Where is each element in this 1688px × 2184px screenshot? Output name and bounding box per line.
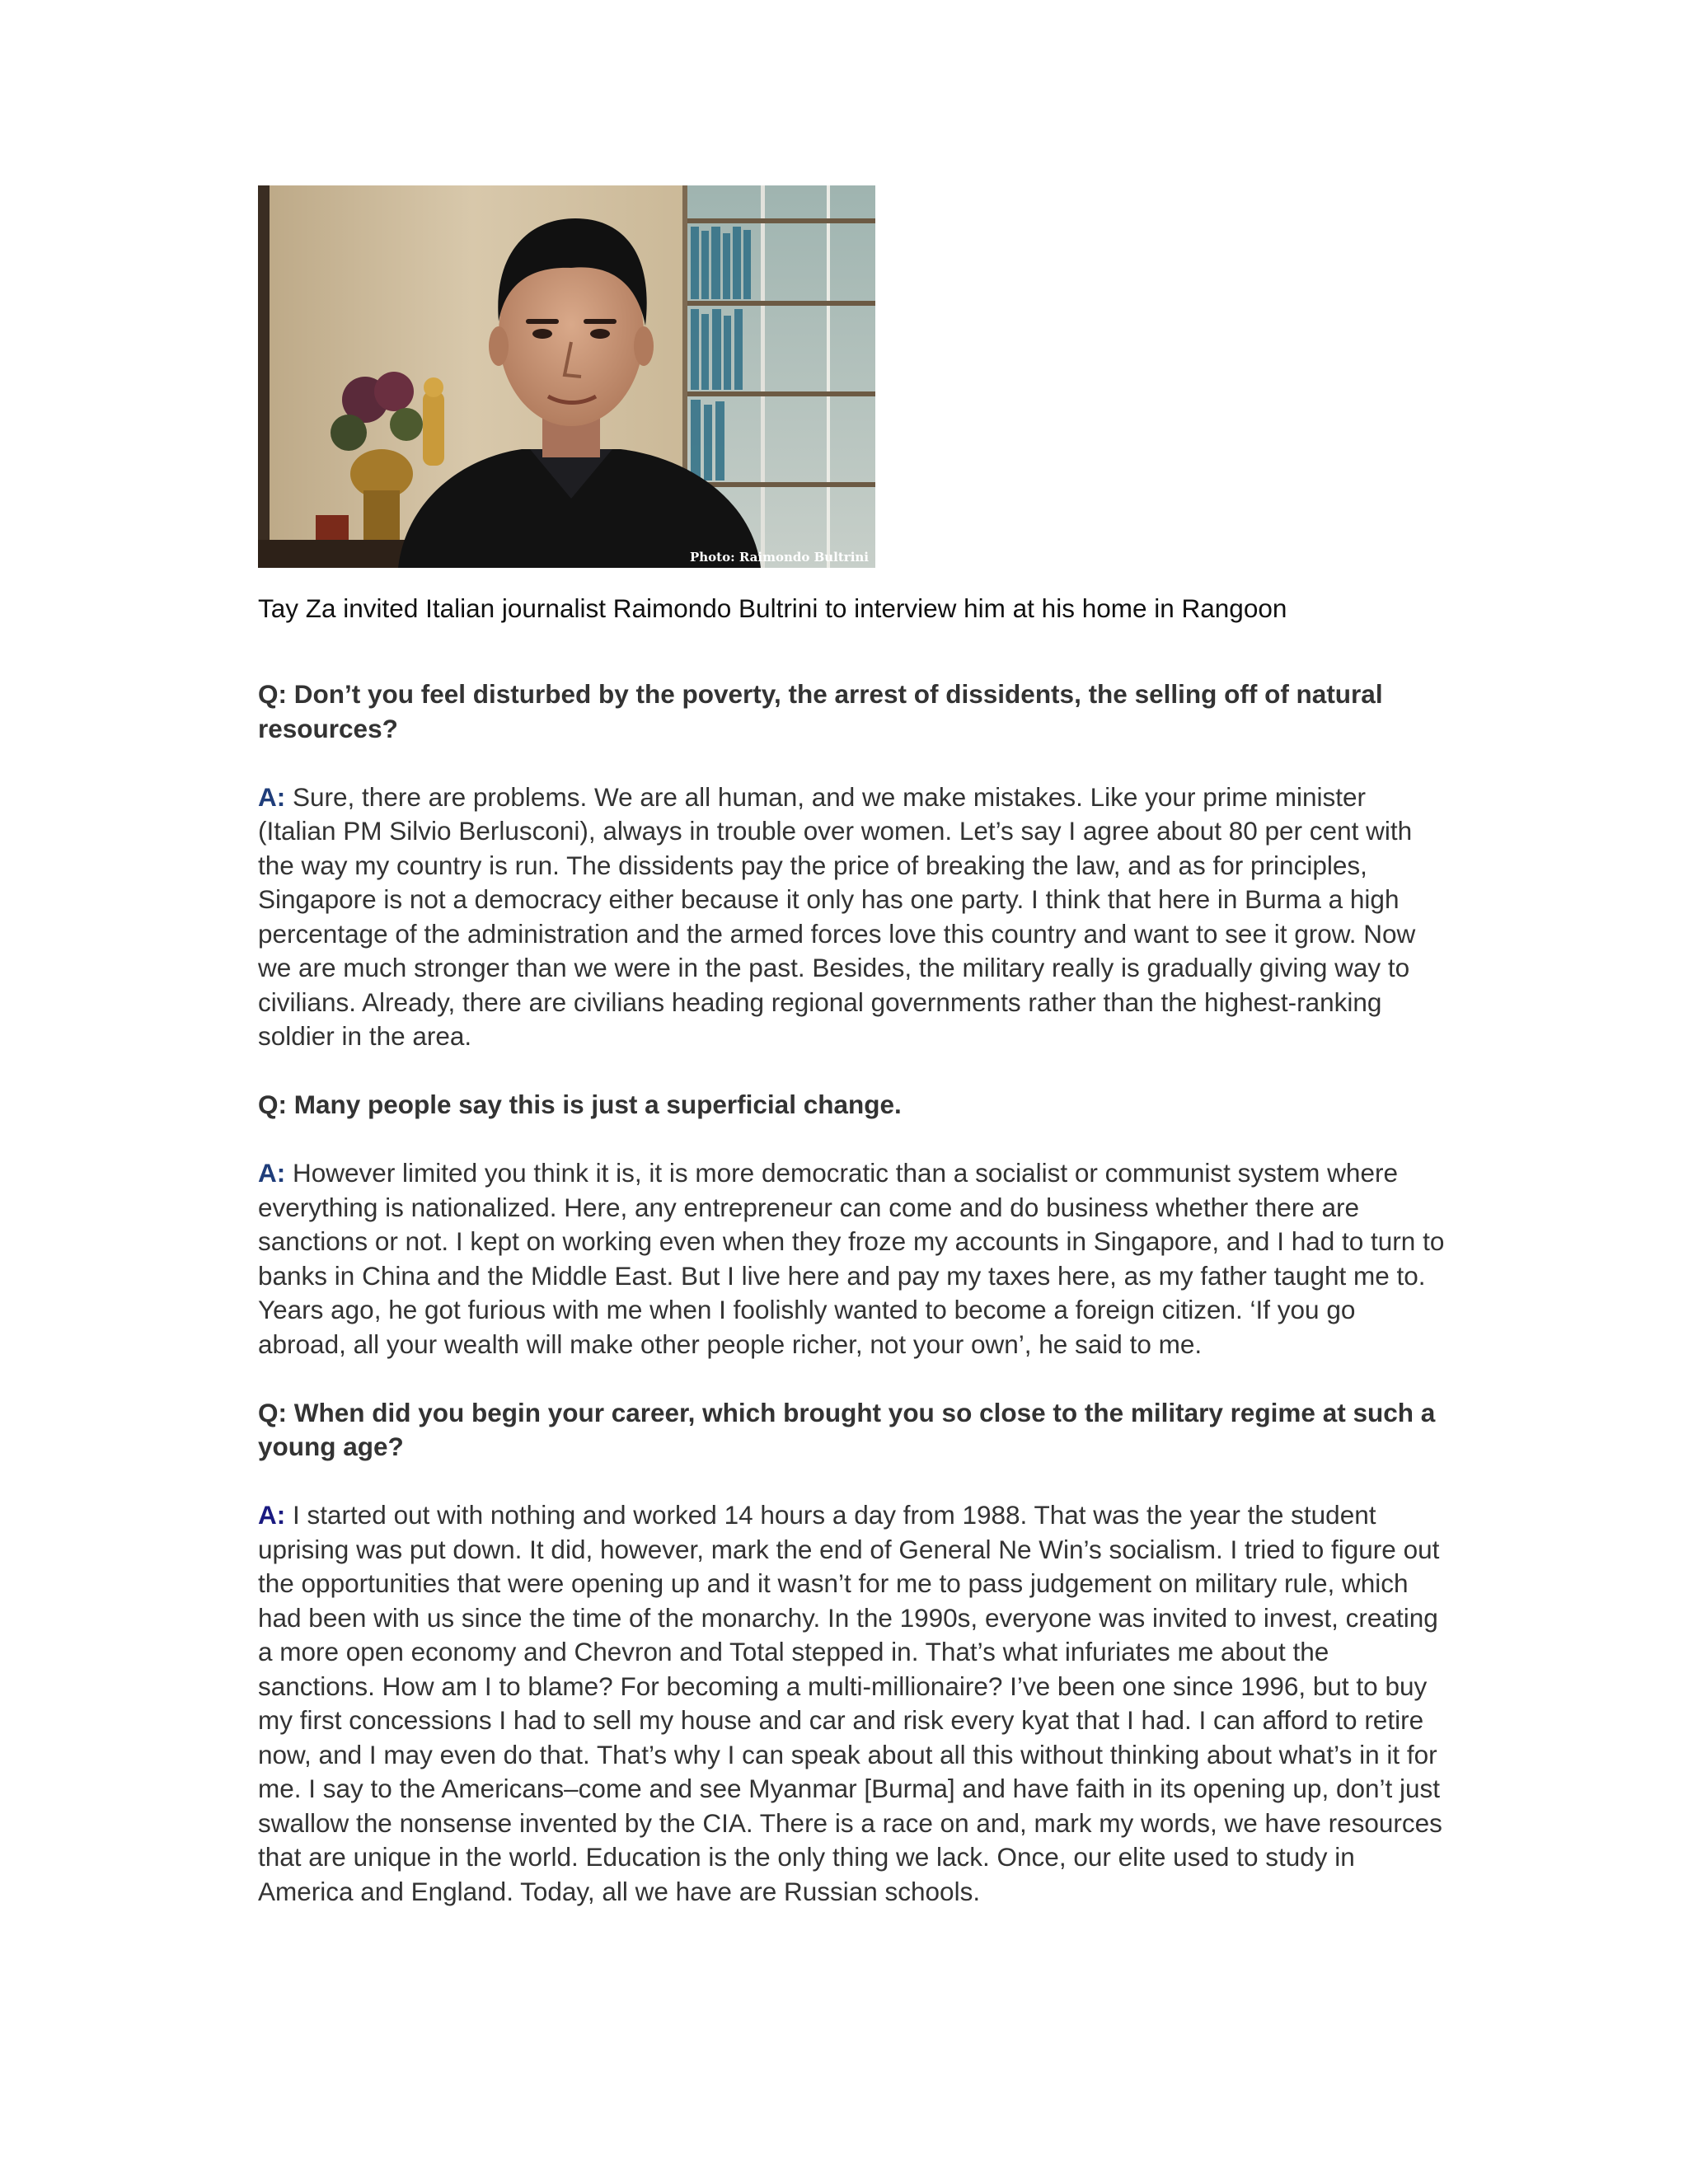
answer-label: A: bbox=[258, 781, 286, 812]
answer-text: However limited you think it is, it is more democratic than a socialist or communist system where everything is nationalized. Here, any entrepreneur can come and do business whether there are sanctions or not. I kept on working even when they froze my accounts in Singapore, and I had to turn to banks in China and the Middle East. But I live here and pay my taxes here, as my father taught me to. Years ago, he got furious with me when I foolishly wanted to become a foreign citizen. ‘If you go abroad, all your wealth will make other people richer, not your own’, he said to me. bbox=[258, 1158, 1445, 1359]
photo-credit: Photo: Raimondo Bultrini bbox=[689, 550, 869, 565]
answer-1 bbox=[258, 780, 1445, 1054]
portrait-photo bbox=[258, 185, 875, 568]
answer-label: A: bbox=[258, 1500, 286, 1530]
answer-text: I started out with nothing and worked 14 hours a day from 1988. That was the year the student uprising was put down. It did, however, mark the end of General Ne Win’s socialism. I tried to figure out the opportunities that were opening up and it wasn’t for me to pass judgement on military rule, which had been with us since the time of the monarchy. In the 1990s, everyone was invited to invest, creating a more open economy and Chevron and Total stepped in. That’s what infuriates me about the sanctions. How am I to blame? For becoming a multi-millionaire? I’ve been one since 1996, but to buy my first concessions I had to sell my house and car and risk every kyat that I had. I can afford to retire now, and I may even do that. That’s why I can speak about all this without thinking about what’s in it for me. I say to the Americans–come and see Myanmar [Burma] and have faith in its opening up, don’t just swallow the nonsense invented by the CIA. There is a race on and, mark my words, we have resources that are unique in the world. Education is the only thing we lack. Once, our elite used to study in America and England. Today, all we have are Russian schools. bbox=[258, 1500, 1442, 1906]
answer-label: A: bbox=[258, 1158, 286, 1188]
answer-2 bbox=[258, 1156, 1445, 1361]
question-2: Q: Many people say this is just a superficial change. bbox=[258, 1090, 902, 1119]
answer-3 bbox=[258, 1498, 1445, 1909]
portrait-illustration bbox=[258, 185, 875, 568]
answer-text: Sure, there are problems. We are all human, and we make mistakes. Like your prime minister (Italian PM Silvio Berlusconi), always in trouble over women. Let’s say I agree about 80 per cent with the way my country is run. The dissidents pay the price of breaking the law, and as for principles, Singapore is not a democracy either because it only has one party. I think that here in Burma a high percentage of the administration and the armed forces love this country and want to see it grow. Now we are much stronger than we were in the past. Besides, the military really is gradually giving way to civilians. Already, there are civilians heading regional governments rather than the highest-ranking soldier in the area. bbox=[258, 781, 1416, 1051]
interview-body bbox=[258, 677, 1445, 1943]
photo-caption: Tay Za invited Italian journalist Raimondo Bultrini to interview him at his home in Rangoon bbox=[258, 593, 1287, 623]
question-1: Q: Don’t you feel disturbed by the poverty, the arrest of dissidents, the selling off of natural resources? bbox=[258, 679, 1383, 743]
question-3: Q: When did you begin your career, which brought you so close to the military regime at such a young age? bbox=[258, 1397, 1436, 1461]
